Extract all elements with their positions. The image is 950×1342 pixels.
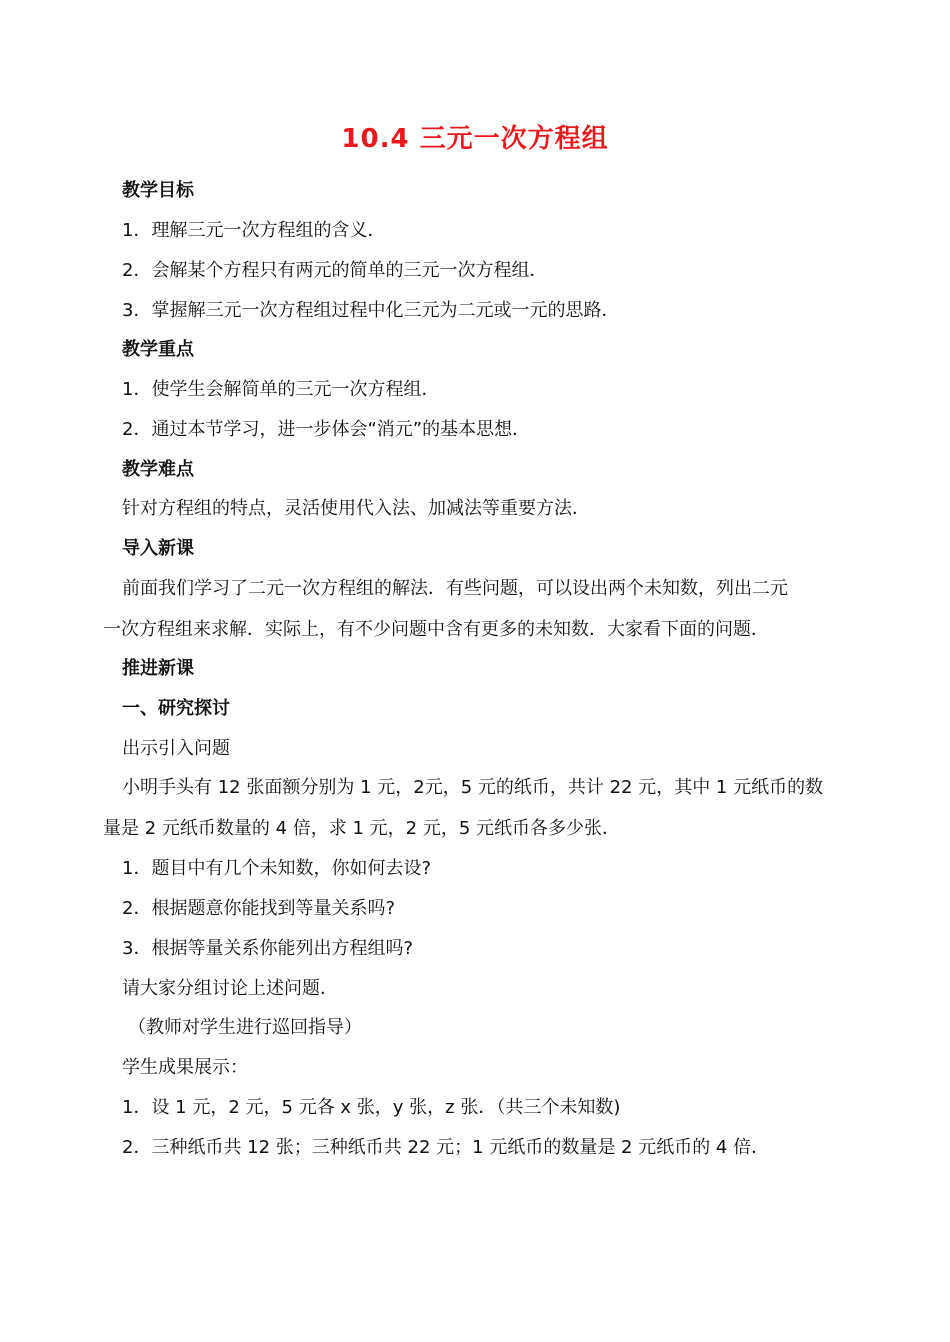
objectives-heading: 教学目标: [122, 180, 194, 201]
problem-statement-line: 量是 2 元纸币数量的 4 倍，求 1 元，2 元，5 元纸币各多少张．: [103, 818, 621, 839]
intro-heading: 导入新课: [122, 538, 194, 559]
guiding-question: 1．题目中有几个未知数，你如何去设?: [122, 858, 432, 879]
student-result: 1．设 1 元，2 元，5 元各 x 张，y 张，z 张．（共三个未知数): [122, 1097, 621, 1118]
intro-paragraph-line: 一次方程组来求解．实际上，有不少问题中含有更多的未知数．大家看下面的问题．: [103, 619, 769, 640]
teacher-note: （教师对学生进行巡回指导）: [128, 1017, 362, 1038]
key-point-item: 2．通过本节学习，进一步体会“消元”的基本思想．: [122, 419, 531, 440]
key-point-item: 1．使学生会解简单的三元一次方程组．: [122, 379, 440, 400]
objective-item: 1．理解三元一次方程组的含义．: [122, 220, 386, 241]
problem-statement-line: 小明手头有 12 张面额分别为 1 元，2元，5 元的纸币，共计 22 元，其中 1 元纸币的数: [122, 777, 824, 798]
research-subheading: 一、研究探讨: [122, 698, 230, 719]
guiding-question: 3．根据等量关系你能列出方程组吗?: [122, 938, 414, 959]
objective-item: 3．掌握解三元一次方程组过程中化三元为二元或一元的思路．: [122, 300, 620, 321]
difficulties-text: 针对方程组的特点，灵活使用代入法、加减法等重要方法．: [122, 498, 590, 519]
new-lesson-heading: 推进新课: [122, 658, 194, 679]
page-title: 10.4 三元一次方程组: [341, 124, 609, 154]
difficulties-heading: 教学难点: [122, 459, 194, 480]
discussion-prompt: 请大家分组讨论上述问题．: [122, 978, 338, 999]
objective-item: 2．会解某个方程只有两元的简单的三元一次方程组．: [122, 260, 548, 281]
results-label: 学生成果展示：: [122, 1057, 248, 1078]
student-result: 2．三种纸币共 12 张；三种纸币共 22 元；1 元纸币的数量是 2 元纸币的 4 倍．: [122, 1137, 770, 1158]
guiding-question: 2．根据题意你能找到等量关系吗?: [122, 898, 396, 919]
show-problem-label: 出示引入问题: [122, 738, 230, 759]
intro-paragraph-line: 前面我们学习了二元一次方程组的解法．有些问题，可以设出两个未知数，列出二元: [122, 578, 788, 599]
key-points-heading: 教学重点: [122, 339, 194, 360]
